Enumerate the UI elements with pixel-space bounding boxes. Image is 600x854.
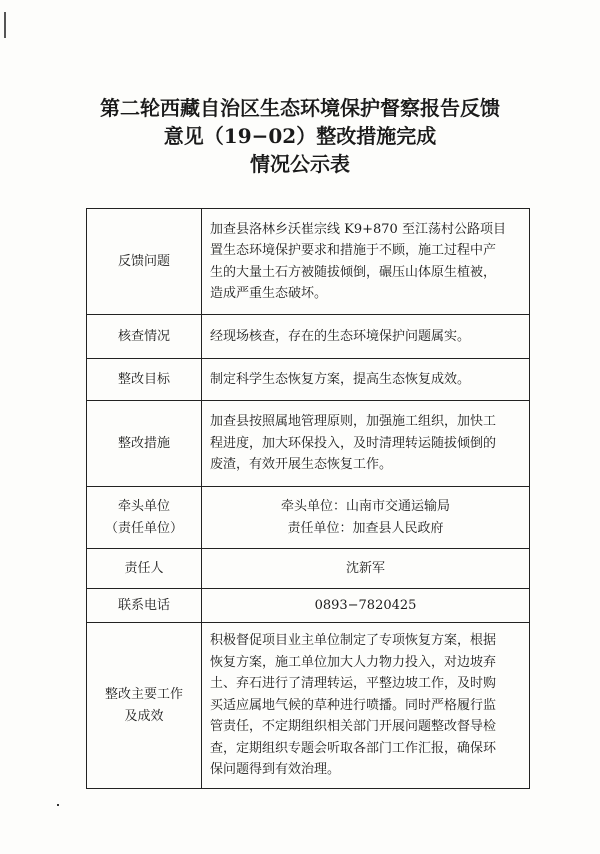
content-unit [202, 487, 530, 549]
row-measures [87, 401, 530, 487]
measures-line: 程进度，加大环保投入，及时清理转运随拔倾倒的 [210, 435, 497, 451]
measures-line: 废渣，有效开展生态恢复工作。 [210, 457, 393, 473]
label-results-line-1: 整改主要工作 [104, 686, 183, 702]
label-unit-line-1: 牵头单位 [117, 498, 170, 514]
measures-line: 加查县按照属地管理原则，加强施工组织，加快工 [210, 414, 497, 430]
label-person: 责任人 [87, 549, 202, 589]
results-line: 管责任，不定期组织相关部门开展问题整改督导检 [210, 719, 497, 735]
lead-unit: 牵头单位：山南市交通运输局 [280, 499, 450, 514]
responsible-unit: 责任单位：加查县人民政府 [287, 520, 444, 536]
label-phone: 联系电话 [87, 589, 202, 623]
title-line-3: 情况公示表 [250, 152, 350, 176]
results-line: 买适应属地气候的草种进行喷播。同时严格履行监 [210, 697, 497, 713]
content-verify: 经现场核查，存在的生态环境保护问题属实。 [202, 315, 530, 359]
results-line: 保问题得到有效治理。 [210, 762, 341, 778]
title-line-2: 意见（19−02）整改措施完成 [163, 124, 437, 148]
feedback-line: 造成严重生态破坏。 [210, 286, 328, 301]
feedback-line: 置生态环境保护要求和措施于不顾，施工过程中产 [210, 243, 497, 258]
results-line: 积极督促项目业主单位制定了专项恢复方案，根据 [210, 633, 497, 649]
label-results [87, 623, 202, 789]
content-goal: 制定科学生态恢复方案，提高生态恢复成效。 [202, 359, 530, 401]
row-person [87, 549, 530, 589]
row-phone [87, 589, 530, 623]
label-results-line-2: 及成效 [124, 708, 164, 724]
content-phone: 0893−7820425 [202, 589, 530, 623]
label-unit-line-2: （责任单位） [104, 520, 183, 536]
label-goal: 整改目标 [87, 359, 202, 401]
content-person: 沈新军 [202, 549, 530, 589]
feedback-line: 生的大量土石方被随拔倾倒，碾压山体原生植被， [210, 264, 497, 280]
results-line: 查，定期组织专题会听取各部门工作汇报，确保环 [210, 740, 497, 756]
row-goal [87, 359, 530, 401]
label-measures: 整改措施 [87, 401, 202, 487]
row-verify [87, 315, 530, 359]
row-feedback [87, 209, 530, 315]
scan-speck [57, 804, 59, 806]
document-title [0, 94, 600, 178]
scan-edge-mark [4, 12, 6, 38]
content-results [202, 623, 530, 789]
row-results [87, 623, 530, 789]
results-line: 土、弃石进行了清理转运，平整边坡工作，及时购 [210, 676, 497, 692]
label-verify: 核查情况 [87, 315, 202, 359]
results-line: 恢复方案，施工单位加大人力物力投入，对边坡弃 [210, 654, 497, 670]
label-unit [87, 487, 202, 549]
content-measures [202, 401, 530, 487]
feedback-line: 加查县洛林乡沃崔宗线 K9+870 至江荡村公路项目 [210, 221, 506, 237]
label-feedback: 反馈问题 [87, 209, 202, 315]
rectification-table [86, 208, 530, 789]
row-unit [87, 487, 530, 549]
title-line-1: 第二轮西藏自治区生态环境保护督察报告反馈 [100, 96, 500, 120]
content-feedback [202, 209, 530, 315]
